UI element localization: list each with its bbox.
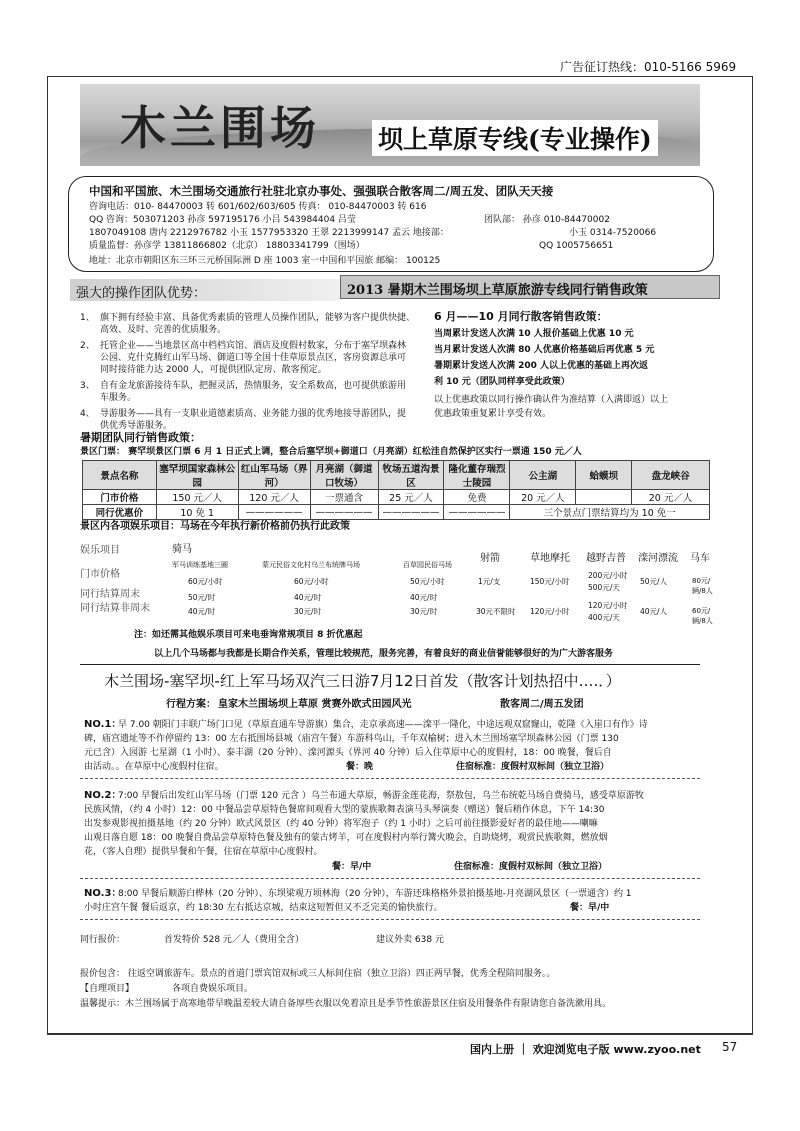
include-text: 报价包含： 往返空调旅游车。景点的首道门票宾馆双标或三人标间住宿（独立卫浴）四正两早餐，优秀全程陪同服务。。 <box>80 969 556 979</box>
team-advantage-bar <box>70 279 340 301</box>
table-row <box>83 490 710 505</box>
moto-title: 草地摩托 <box>530 553 570 564</box>
policy-line: 当月累计发送人次满 80 人优惠价格基础后再优惠 5 元 <box>434 345 655 355</box>
price-cell: 40元/时 <box>410 593 438 602</box>
table-cell: 三个景点门票结算均为 10 免一 <box>510 505 710 520</box>
day2-line: 山观日落自愿 18：00 晚餐自费品尝草原特色餐及独有的蒙古烤羊，可在度假村内举行篝火晚会，自助烧烤，观赏民族歌舞，燃放烟 <box>84 833 608 843</box>
table-cell: 门市价格 <box>83 490 157 505</box>
adv-line: 供优秀导游服务。 <box>100 421 173 431</box>
price-cell: 1元/支 <box>478 577 501 586</box>
day2-line: 民族风情，（约 4 小时）12：00 中餐品尝草原特色餐席间观看大型的蒙族歌舞表演马头琴演奏（赠送）餐后稍作休息，下午 14:30 <box>84 805 605 815</box>
table-header: 蛤蟆坝 <box>576 461 632 490</box>
ride-sub3: 百草园民俗马场 <box>403 561 452 569</box>
page-number: 57 <box>722 1040 738 1054</box>
day1-line: 碑，庙宫遗址等不作停留约 13：00 左右抵围场县城（庙宫午餐）车游科鸟山，千年双榆树；进入木兰围场塞罕坝森林公园（门票 130 <box>84 734 619 744</box>
table-cell: 120 元／人 <box>238 490 310 505</box>
ride-sub2: 蒙元民俗文化村乌兰布统牌马场 <box>262 561 360 569</box>
price-cell: 30元/时 <box>410 607 438 616</box>
plan-label: 行程方案： <box>166 699 216 710</box>
ad-hotline: 广告征订热线：010-5166 5969 <box>560 60 737 74</box>
section-rule <box>80 664 700 665</box>
jeep-title: 越野吉普 <box>586 553 626 564</box>
contact-quality: 质量监督：孙彦学 13811866802（北京） 18803341799（围场） <box>89 241 365 251</box>
price-cell: 200元/小时 <box>588 571 628 580</box>
price-label: 同行报价： <box>80 935 126 945</box>
table-cell: —————— <box>310 505 378 520</box>
banner-subtitle: 坝上草原专线(专业操作) <box>372 120 658 156</box>
price-cell: 40元/时 <box>294 593 322 602</box>
table-header: 塞罕坝国家森林公园 <box>156 461 238 490</box>
day3-line: 小时庄宫午餐 餐后返京，约 18:30 左右抵达京城，结束这短暂但又不乏完美的愉快旅行。 <box>84 903 443 913</box>
contact-qq3: QQ 1005756651 <box>539 241 614 251</box>
table-cell: 20 元／人 <box>632 490 710 505</box>
table-cell: —————— <box>444 505 510 520</box>
self-label: 【自理项目】 <box>80 984 135 994</box>
banner-title: 木兰围场 <box>120 101 320 155</box>
table-header: 景点名称 <box>83 461 157 490</box>
adv-line: 同时接待能力达 2000 人，可提供团队定房、散客预定。 <box>100 365 327 375</box>
day2-line: 出发参观影视拍摄基地（约 20 分钟）欧式风景区（约 40 分钟）将军泡子（约 1 小时）之后可前往摄影爱好者的最佳地——喇嘛 <box>84 819 598 829</box>
entertain-row-label: 同行结算周末 <box>80 589 140 600</box>
price-cell: 120元/小时 <box>588 601 628 610</box>
adv-num: 4、 <box>80 409 95 419</box>
adv-line: 托管企业——当地景区高中档档宾馆、酒店及度假村数家，分布于塞罕坝森林 <box>100 341 407 351</box>
adv-line: 导游服务——具有一支职业道德素质高、业务能力强的优秀地接导游团队，提 <box>100 409 407 419</box>
day2-label: NO.2： <box>84 790 122 801</box>
self-text: 各项自费娱乐项目。 <box>172 984 254 994</box>
table-cell: 25 元／人 <box>378 490 444 505</box>
day1-line: 早 7.00 朝阳门丰联广场门口见（草原直通车导游旗）集合，走京承高速——滦平一隆化，中途远观双窟窿山，乾隆《入崖口有作》诗 <box>118 720 648 730</box>
adv-num: 1、 <box>80 313 95 323</box>
day2-stay: 住宿标准：度假村双标间（独立卫浴） <box>454 862 608 872</box>
entertain-col-label: 娱乐项目 <box>80 545 120 556</box>
policy-bar-title: 2013 暑期木兰围场坝上草原旅游专线同行销售政策 <box>347 283 648 298</box>
price-cell: 60元/小时 <box>294 577 329 586</box>
note-2: 以上几个马场都与我都是长期合作关系，管理比较规范，服务完善，有着良好的商业信誉能够很好的为广大游客服务 <box>154 649 614 659</box>
day2-line: 7:00 早餐后出发红山军马场（门票 120 元含 ）乌兰布通大草原，畅游金莲花海，祭敖包，乌兰布统乾马场自费骑马，感受草原游牧 <box>118 791 644 801</box>
adv-line: 高效、及时、完善的优质服务。 <box>100 325 227 335</box>
table-cell: —————— <box>238 505 310 520</box>
contact-box <box>68 176 714 272</box>
price-cell: 500元/天 <box>588 583 620 592</box>
contact-qq: QQ 咨询：503071203 孙彦 597195176 小吕 543984404 吕莹 <box>89 215 356 225</box>
day1-meal: 餐：晚 <box>346 762 374 772</box>
raft-title: 滦河漂流 <box>638 553 678 564</box>
adv-line: 自有金龙旅游接待车队，把握灵活，热情服务，安全系数高，也可提供旅游用 <box>100 381 407 391</box>
price-cell: 50元/人 <box>640 577 668 586</box>
day1-line: 由活动。。在草原中心度假村住宿。 <box>84 762 224 772</box>
table-header: 红山军马场（界河） <box>238 461 310 490</box>
day2-meal: 餐：早/中 <box>332 862 372 872</box>
ticket-table <box>82 460 710 520</box>
entertain-row-label: 同行结算非周末 <box>80 603 150 614</box>
table-cell: 150 元／人 <box>156 490 238 505</box>
price-cell: 120元/小时 <box>530 607 570 616</box>
summer-line: 景区门票： 赛罕坝景区门票 6 月 1 日正式上调，整合后塞罕坝+御道口（月亮湖）红松洼自然保护区实行一票通 150 元／人 <box>80 447 582 457</box>
table-header: 盘龙峡谷 <box>632 461 710 490</box>
price-cell: 40元/人 <box>640 607 668 616</box>
table-header: 隆化董存瑞烈士陵园 <box>444 461 510 490</box>
divider <box>80 778 700 779</box>
ride-title: 骑马 <box>172 544 192 555</box>
price-cell: 50元/时 <box>188 593 216 602</box>
table-cell <box>576 490 632 505</box>
policy-line: 优惠政策重复累计享受有效。 <box>434 409 552 419</box>
policy-title: 6 月——10 月同行散客销售政策： <box>434 310 608 323</box>
price-cell: 150元/小时 <box>530 577 570 586</box>
table-cell: 同行优惠价 <box>83 505 157 520</box>
adv-num: 3、 <box>80 381 95 391</box>
divider <box>80 878 700 879</box>
footer-rule <box>47 1034 753 1035</box>
table-cell: —————— <box>378 505 444 520</box>
price-cell: 400元/天 <box>588 613 620 622</box>
price-cell: 30元/时 <box>294 607 322 616</box>
policy-line: 当周累计发送人次满 10 人报价基础上优惠 10 元 <box>434 329 634 339</box>
adv-line: 旗下拥有经验丰富、具备优秀素质的管理人员操作团队，能够为客户提供快捷、 <box>100 313 416 323</box>
plan-text: 皇家木兰围场坝上草原 赏赛外欧式田园风光 <box>218 699 412 710</box>
table-cell: 免费 <box>444 490 510 505</box>
day2-line: 花，（客人自理）提供早餐和午餐，住宿在草原中心度假村。 <box>84 847 323 857</box>
contact-team: 团队部： 孙彦 010-84470002 <box>484 215 610 225</box>
contact-local: 小玉 0314-7520066 <box>569 228 657 238</box>
table-header: 公主湖 <box>510 461 576 490</box>
cart-title: 马车 <box>690 553 710 564</box>
table-cell: 一票通含 <box>310 490 378 505</box>
entertain-note: 景区内各项娱乐项目：马场在今年执行新价格前仍执行此政策 <box>80 521 350 532</box>
tip-text: 温馨提示：木兰围场属于高寒地带早晚温差较大请自备厚些衣服以免着凉且是季节性旅游景区住宿及用餐条件有限请您自备洗漱用具。 <box>80 999 612 1009</box>
entertain-row-label: 门市价格 <box>80 569 120 580</box>
day3-line: 8:00 早餐后顺游白桦林（20 分钟）、东坝梁观万顷林海（20 分钟），车游还珠格格外景拍摄基地-月亮湖风景区（一票通含）约 1 <box>118 889 632 899</box>
price-cell: 60元/辆/8人 <box>692 607 713 625</box>
day3-label: NO.3： <box>84 888 122 899</box>
adv-line: 车服务。 <box>100 393 137 403</box>
summer-title: 暑期团队同行销售政策： <box>80 431 201 444</box>
policy-bar <box>340 275 720 299</box>
banner <box>80 84 700 166</box>
day1-label: NO.1： <box>84 719 122 730</box>
route-title: 木兰围场-塞罕坝-红上军马场双汽三日游7月12日首发（散客计划热招中….．） <box>104 672 621 690</box>
depart-text: 散客周二/周五发团 <box>500 699 584 710</box>
contact-qq2: 1807049108 唐内 2212976782 小玉 1577953320 王翠 2213999147 孟云 地接部： <box>89 228 449 238</box>
price-text: 首发特价 528 元／人（费用全含） <box>164 935 304 945</box>
shoot-title: 射箭 <box>480 553 500 564</box>
contact-headline: 中国和平国旅、木兰围场交通旅行社驻北京办事处、强强联合散客周二/周五发、团队天天接 <box>89 184 554 198</box>
adv-line: 公园、克什克腾红山军马场、御道口等全国十佳草原景点区，客房资源总承可 <box>100 353 407 363</box>
policy-line: 暑期累计发送人次满 200 人以上优惠的基础上再次返 <box>434 361 649 371</box>
team-advantage-title: 强大的操作团队优势： <box>76 286 207 301</box>
policy-line: 以上优惠政策以同行操作确认件为准结算（入满即返）以上 <box>434 395 669 405</box>
divider <box>80 919 700 920</box>
retail-text: 建议外卖 638 元 <box>376 935 444 945</box>
table-cell: 20 元／人 <box>510 490 576 505</box>
ride-sub1: 军马训练基地三圈 <box>172 561 228 569</box>
price-cell: 60元/小时 <box>188 577 223 586</box>
price-cell: 50元/小时 <box>410 577 445 586</box>
table-cell: 10 免 1 <box>156 505 238 520</box>
price-cell: 80元/辆/8人 <box>692 577 713 595</box>
price-cell: 30元不限时 <box>476 607 516 616</box>
note-1: 注：如还需其他娱乐项目可来电垂询常规项目 8 折优惠起 <box>134 630 363 640</box>
footer-text: 国内上册 ｜ 欢迎浏览电子版 www.zyoo.net <box>470 1043 701 1056</box>
table-header: 牧场五道沟景区 <box>378 461 444 490</box>
adv-num: 2、 <box>80 341 95 351</box>
price-cell: 40元/时 <box>188 607 216 616</box>
policy-line: 利 10 元（团队同样享受此政策） <box>434 377 570 387</box>
day1-line: 元已含）入园游 七星湖（1 小时）、泰丰湖（20 分钟）、滦河源头（界河 40 分钟）后入住草原中心的度假村，18：00 晚餐，餐后自 <box>84 748 612 758</box>
contact-phone: 咨询电话：010- 84470003 转 601/602/603/605 传真： 010-84470003 转 616 <box>89 202 427 212</box>
day3-meal: 餐：早/中 <box>570 903 610 913</box>
day1-stay: 住宿标准：度假村双标间（独立卫浴） <box>456 762 610 772</box>
table-row <box>83 505 710 520</box>
entertain-grid <box>80 540 720 625</box>
table-header: 月亮湖（御道口牧场） <box>310 461 378 490</box>
contact-address: 地址：北京市朝阳区东三环三元桥国际洲 D 座 1003 室一中国和平国旅 邮编： 100125 <box>89 256 441 266</box>
